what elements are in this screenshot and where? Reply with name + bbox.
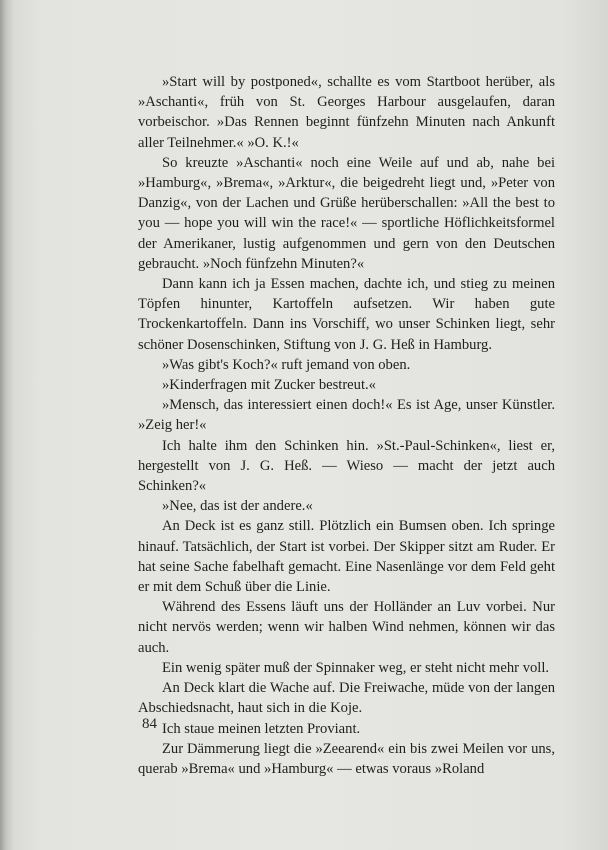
paragraph: »Start will by postponed«, schallte es vom Startboot herüber, als »Aschanti«, früh von St. Georges Harbour ausgelaufen, daran vorbeischor. »Das Rennen beginnt fünfzehn Minuten nach Ankunft aller Teilnehmer.« »O. K.!«: [138, 74, 555, 151]
paragraph: »Was gibt's Koch?« ruft jemand von oben.: [162, 356, 411, 373]
paragraph: »Nee, das ist der andere.«: [162, 498, 313, 515]
paragraph: So kreuzte »Aschanti« noch eine Weile auf und ab, nahe bei »Hamburg«, »Brema«, »Arktur«, die beigedreht liegt und, »Peter von Danzig«, von der Lachen und Grüße herüberschallen: »All the best to you — hope you will win the race!« — sportliche Höflichkeitsformel der Amerikaner, lustig aufgenommen und gern von den Deutschen gebraucht. »Noch fünfzehn Minuten?«: [138, 154, 555, 272]
paragraph: Zur Dämmerung liegt die »Zeearend« ein bis zwei Meilen vor uns, querab »Brema« und »Hamburg« — etwas voraus »Roland: [138, 740, 555, 777]
paragraph: »Kinderfragen mit Zucker bestreut.«: [162, 377, 376, 394]
paragraph: Während des Essens läuft uns der Holländer an Luv vorbei. Nur nicht nervös werden; wenn wir halben Wind nehmen, können wir das auch.: [138, 599, 555, 656]
paragraph: Ich staue meinen letzten Proviant.: [162, 720, 361, 737]
paragraph: »Mensch, das interessiert einen doch!« Es ist Age, unser Künstler. »Zeig her!«: [138, 397, 555, 434]
paragraph: An Deck ist es ganz still. Plötzlich ein Bumsen oben. Ich springe hinauf. Tatsächlich, der Start ist vorbei. Der Skipper sitzt am Ruder. Er hat seine Sache fabelhaft gemacht. Eine Nasenlänge vor dem Feld geht er mit dem Schuß über die Linie.: [138, 518, 555, 596]
page-number: 84: [142, 716, 157, 732]
paragraph: Ein wenig später muß der Spinnaker weg, er steht nicht mehr voll.: [162, 659, 550, 676]
paragraph: Dann kann ich ja Essen machen, dachte ich, und stieg zu meinen Töpfen hinunter, Kartoffeln aufsetzen. Wir haben gute Trockenkartoffeln. Dann ins Vorschiff, wo unser Schinken liegt, sehr schöner Dosenschinken, Stiftung von J. G. Heß in Hamburg.: [138, 276, 555, 353]
paragraph: An Deck klart die Wache auf. Die Freiwache, müde von der langen Abschiedsnacht, haut sich in die Koje.: [138, 680, 555, 717]
paragraph: Ich halte ihm den Schinken hin. »St.-Paul-Schinken«, liest er, hergestellt von J. G. Heß. — Wieso — macht der jetzt auch Schinken?«: [138, 437, 555, 495]
body-text: [138, 72, 555, 779]
